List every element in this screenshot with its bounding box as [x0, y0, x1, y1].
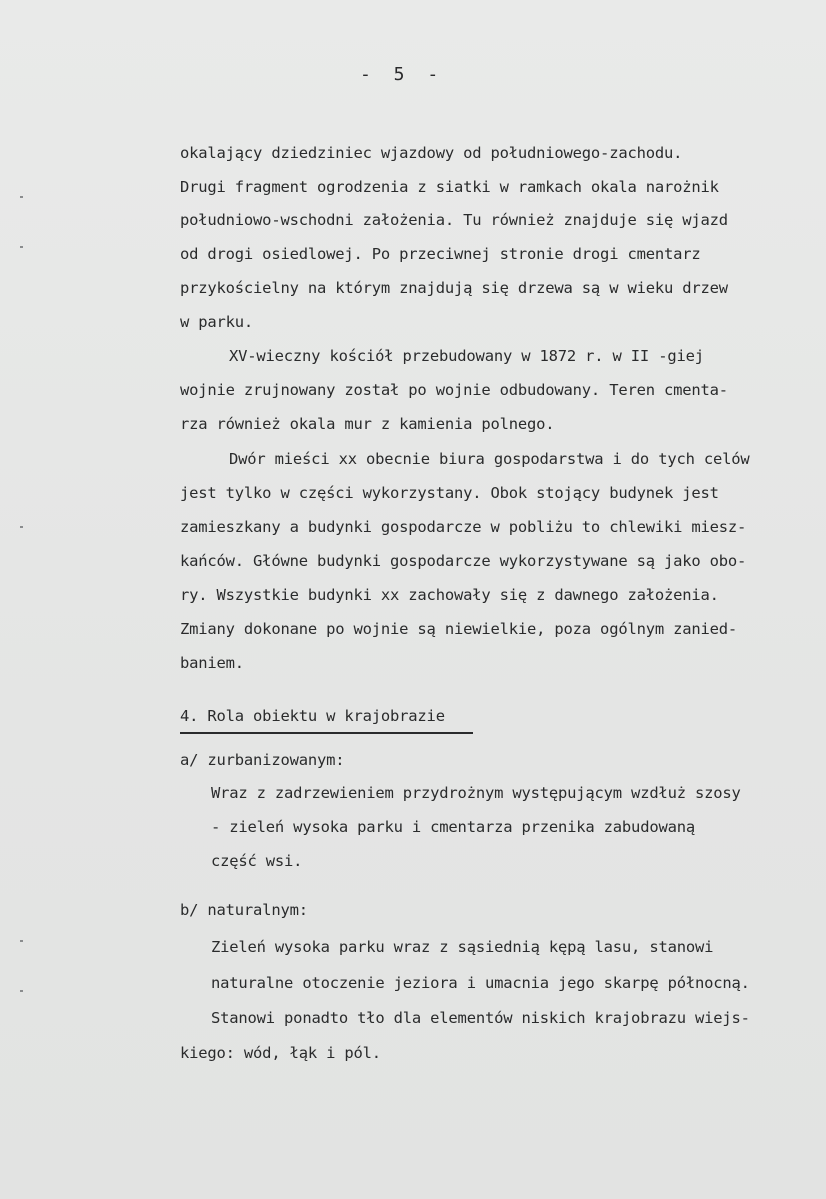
- subsection-label: b/ naturalnym:: [180, 901, 308, 919]
- subsection-label: a/ zurbanizowanym:: [180, 751, 345, 769]
- text-line: wojnie zrujnowany został po wojnie odbudowany. Teren cmenta-: [180, 381, 728, 399]
- margin-speck: [20, 940, 23, 942]
- section-heading: 4. Rola obiektu w krajobrazie: [180, 707, 445, 725]
- text-line: ry. Wszystkie budynki xx zachowały się z dawnego założenia.: [180, 586, 719, 604]
- text-line: w parku.: [180, 313, 254, 331]
- heading-underline: [180, 732, 473, 734]
- text-line: przykościelny na którym znajdują się drzewa są w wieku drzew: [180, 279, 728, 297]
- text-line: kiego: wód, łąk i pól.: [180, 1044, 381, 1062]
- margin-speck: [20, 246, 23, 248]
- text-line: część wsi.: [211, 852, 303, 870]
- text-line: Stanowi ponadto tło dla elementów niskich krajobrazu wiejs-: [211, 1009, 750, 1027]
- text-line: Wraz z zadrzewieniem przydrożnym występującym wzdłuż szosy: [211, 784, 741, 802]
- text-line: okalający dziedziniec wjazdowy od południowego-zachodu.: [180, 144, 683, 162]
- margin-speck: [20, 526, 23, 528]
- text-line: jest tylko w części wykorzystany. Obok stojący budynek jest: [180, 484, 719, 502]
- text-line: - zieleń wysoka parku i cmentarza przenika zabudowaną: [211, 818, 695, 836]
- text-line: Dwór mieści xx obecnie biura gospodarstwa i do tych celów: [229, 450, 750, 468]
- text-line: Drugi fragment ogrodzenia z siatki w ramkach okala narożnik: [180, 178, 719, 196]
- text-line: XV-wieczny kościół przebudowany w 1872 r. w II -giej: [229, 347, 704, 365]
- margin-speck: [20, 990, 23, 992]
- text-line: południowo-wschodni założenia. Tu również znajduje się wjazd: [180, 211, 728, 229]
- margin-speck: [20, 196, 23, 198]
- text-line: zamieszkany a budynki gospodarcze w pobliżu to chlewiki miesz-: [180, 518, 747, 536]
- text-line: kańców. Główne budynki gospodarcze wykorzystywane są jako obo-: [180, 552, 747, 570]
- text-line: naturalne otoczenie jeziora i umacnia jego skarpę północną.: [211, 974, 750, 992]
- text-line: Zmiany dokonane po wojnie są niewielkie, poza ogólnym zanied-: [180, 620, 738, 638]
- text-line: baniem.: [180, 654, 244, 672]
- text-line: Zieleń wysoka parku wraz z sąsiednią kępą lasu, stanowi: [211, 938, 714, 956]
- text-line: rza również okala mur z kamienia polnego.: [180, 415, 555, 433]
- text-line: od drogi osiedlowej. Po przeciwnej stronie drogi cmentarz: [180, 245, 701, 263]
- page-number: - 5 -: [360, 64, 445, 85]
